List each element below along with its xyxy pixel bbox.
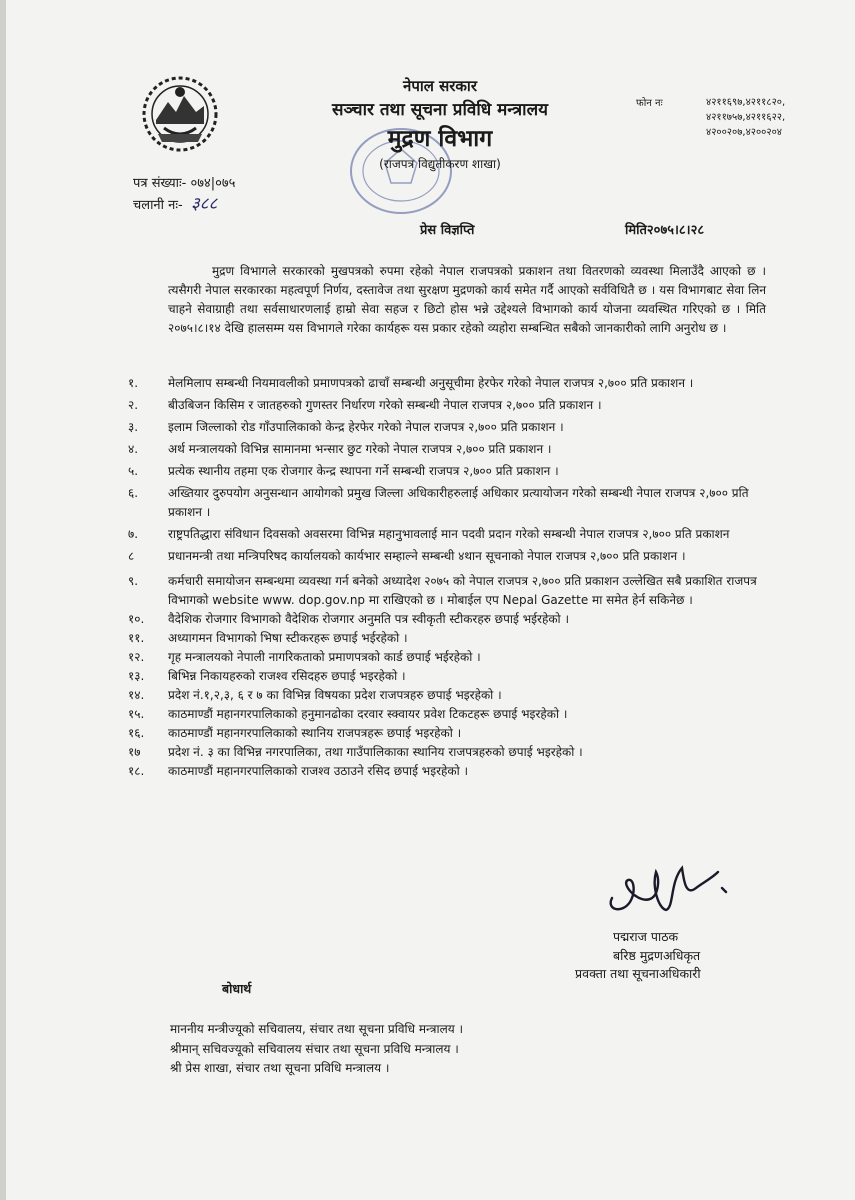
list-item <box>128 418 768 437</box>
list-item-number: १८. <box>128 764 145 778</box>
list-item-number: १. <box>128 376 139 390</box>
list-item-number: १४. <box>128 688 145 702</box>
list-item-text: कर्मचारी समायोजन सम्बन्धमा व्यवस्था गर्न बनेको अध्यादेश २०७५ को नेपाल राजपत्र २,७०० प्रति प्रकाशन उल्लेखित सबै प्रकाशित राजपत्र विभागको website www. dop.gov.np मा राखिएको छ । मोबाईल एप Nepal Gazette मा समेत हेर्न सकिनेछ । <box>168 574 757 607</box>
list-item-text: बीउबिजन किसिम र जातहरुको गुणस्तर निर्धारण गरेको सम्बन्धी नेपाल राजपत्र २,७०० प्रति प्रकाशन । <box>168 398 602 412</box>
list-item-number: १३. <box>128 669 145 683</box>
list-item-number: ११. <box>128 631 145 645</box>
list-item-number: ४. <box>128 442 139 456</box>
list-item <box>128 629 768 648</box>
list-item <box>128 462 768 481</box>
document-date: मिति२०७५।८।२८ <box>625 223 705 238</box>
list-item <box>128 547 768 566</box>
activity-list <box>128 374 768 781</box>
list-item <box>128 667 768 686</box>
list-item-number: २. <box>128 398 139 412</box>
list-item <box>128 686 768 705</box>
list-item-number: ९. <box>128 574 139 588</box>
list-item <box>128 572 768 610</box>
phone-line: ४२११६९७,४२११८२०, <box>706 97 786 108</box>
list-item-text: वैदेशिक रोजगार विभागको वैदेशिक रोजगार अनुमति पत्र स्वीकृती स्टीकरहरु छपाई भईरहेको । <box>168 612 570 626</box>
department-name: मुद्रण विभाग <box>387 126 493 152</box>
signatory-name: पद्मराज पाठक <box>613 929 679 944</box>
list-item-text: बिभिन्न निकायहरुको राजश्व रसिदहरु छपाई भइरहेको । <box>168 669 406 683</box>
list-item-text: प्रदेश नं.१,२,३, ६ र ७ का विभिन्न विषयका प्रदेश राजपत्रहरु छपाई भइरहेको । <box>168 688 502 702</box>
list-item <box>128 484 768 522</box>
cc-label: बोधार्थ <box>222 981 252 996</box>
list-item <box>128 525 768 544</box>
list-item <box>128 724 768 743</box>
signatory-role: प्रवक्ता तथा सूचनाअधिकारी <box>575 966 701 981</box>
phone-line: ४२००२०७,४२००२०४ <box>706 127 782 138</box>
scan-edge <box>0 0 6 1200</box>
list-item-text: काठमाण्डौं महानगरपालिकाको स्थानिय राजपत्रहरू छपाई भइरहेको । <box>168 726 462 740</box>
signature-icon <box>600 858 750 920</box>
list-item <box>128 610 768 629</box>
list-item-text: काठमाण्डौं महानगरपालिकाको राजश्व उठाउने रसिद छपाई भइरहेको । <box>168 764 469 778</box>
list-item-text: प्रदेश नं. ३ का विभिन्न नगरपालिका, तथा गाउँपालिकाका स्थानिय राजपत्रहरुको छपाई भइरहेको । <box>168 745 583 759</box>
list-item-text: राष्ट्रपतिद्धारा संविधान दिवसको अवसरमा विभिन्न महानुभावलाई मान पदवी प्रदान गरेको सम्बन्धी नेपाल राजपत्र २,७०० प्रति प्रकाशन <box>168 527 730 541</box>
ministry-name: सञ्चार तथा सूचना प्रविधि मन्त्रालय <box>332 100 548 120</box>
list-item-number: ३. <box>128 420 139 434</box>
chalani-number <box>133 191 217 214</box>
list-item-text: प्रत्येक स्थानीय तहमा एक रोजगार केन्द्र स्थापना गर्ने सम्बन्धी राजपत्र २,७०० प्रति प्रकाशन । <box>168 464 559 478</box>
phone-line: ४२११७५७,४२११६२२, <box>706 112 786 123</box>
list-item <box>128 762 768 781</box>
chalani-label: चलानी नः- <box>133 198 183 213</box>
cc-item: श्रीमान् सचिवज्यूको सचिवालय संचार तथा सूचना प्रविधि मन्त्रालय । <box>170 1042 459 1056</box>
list-item-text: गृह मन्त्रालयको नेपाली नागरिकताको प्रमाणपत्रको कार्ड छपाई भईरहेको । <box>168 650 481 664</box>
cc-item: माननीय मन्त्रीज्यूको सचिवालय, संचार तथा सूचना प्रविधि मन्त्रालय । <box>170 1022 464 1036</box>
list-item-text: अध्यागमन विभागको भिषा स्टीकरहरू छपाई भईरहेको । <box>168 631 408 645</box>
list-item-number: १०. <box>128 612 145 626</box>
list-item-text: इलाम जिल्लाको रोड गाँउपालिकाको केन्द्र हेरफेर गरेको नेपाल राजपत्र २,७०० प्रति प्रकाशन । <box>168 420 564 434</box>
list-item-number: १२. <box>128 650 145 664</box>
cc-item: श्री प्रेस शाखा, संचार तथा सूचना प्रविधि मन्त्रालय । <box>170 1061 390 1075</box>
signatory-designation: बरिष्ठ मुद्रणअधिकृत <box>613 948 701 963</box>
list-item <box>128 440 768 459</box>
chalani-value: ३८८ <box>190 194 218 214</box>
list-item-number: ७. <box>128 527 139 541</box>
branch-name: (राजपत्र विद्युतीकरण शाखा) <box>379 157 501 171</box>
patra-label: पत्र संख्याः- <box>133 176 187 191</box>
patra-sankhya <box>133 173 235 191</box>
list-item-text: अख्तियार दुरुपयोग अनुसन्धान आयोगको प्रमुख जिल्ला अधिकारीहरुलाई अधिकार प्रत्यायोजन गरेको सम्बन्धी नेपाल राजपत्र २,७०० प्रति प्रकाशन । <box>168 486 749 519</box>
list-item <box>128 648 768 667</box>
list-item <box>128 374 768 393</box>
document-title: प्रेस विज्ञप्ति <box>420 223 475 238</box>
nepal-emblem-icon <box>138 72 222 156</box>
phone-numbers <box>706 95 785 140</box>
list-item-number: ५. <box>128 464 139 478</box>
intro-paragraph: मुद्रण विभागले सरकारको मुखपत्रको रुपमा रहेको नेपाल राजपत्रको प्रकाशन तथा वितरणको व्यवस्था मिलाउँदै आएको छ । त्यसैगरी नेपाल सरकारका महत्वपूर्ण निर्णय, दस्तावेज तथा सुरक्षण मुद्रणको कार्य समेत गर्दै आएको सर्वविधितै छ । यस विभागबाट सेवा लिन चाहने सेवाग्राही तथा सर्वसाधारणलाई हाम्रो सेवा सहज र छिटो होस भन्ने उद्देश्यले विभागको कार्य योजना व्यवस्थित गरिएको छ । मिति २०७५।८।१४ देखि हालसम्म यस विभागले गरेका कार्यहरू यस प्रकार रहेको व्यहोरा सम्बन्धित सबैको जानकारीको लागि अनुरोध छ । <box>168 264 766 335</box>
list-item-number: ८ <box>128 549 135 563</box>
list-item-number: १५. <box>128 707 145 721</box>
list-item-number: १६. <box>128 726 145 740</box>
list-item <box>128 396 768 415</box>
patra-value: ०७४|०७५ <box>190 176 236 191</box>
list-item-number: ६. <box>128 486 139 500</box>
list-item-number: १७ <box>128 745 141 759</box>
list-item <box>128 743 768 762</box>
phone-label: फोन नः <box>636 98 663 109</box>
list-item <box>128 705 768 724</box>
government-name: नेपाल सरकार <box>403 77 477 95</box>
list-item-text: प्रधानमन्त्री तथा मन्त्रिपरिषद कार्यालयको कार्यभार सम्हाल्ने सम्बन्धी ४थान सूचनाको नेपाल राजपत्र २,७०० प्रति प्रकाशन । <box>168 549 686 563</box>
list-item-text: काठमाण्डौं महानगरपालिकाको हनुमानढोका दरवार स्क्वायर प्रवेश टिकटहरू छपाई भइरहेको । <box>168 707 568 721</box>
list-item-text: मेलमिलाप सम्बन्धी नियमावलीको प्रमाणपत्रको ढाचाँ सम्बन्धी अनुसूचीमा हेरफेर गरेको नेपाल राजपत्र २,७०० प्रति प्रकाशन । <box>168 376 694 390</box>
list-item-text: अर्थ मन्त्रालयको विभिन्न सामानमा भन्सार छुट गरेको नेपाल राजपत्र २,७०० प्रति प्रकाशन । <box>168 442 552 456</box>
